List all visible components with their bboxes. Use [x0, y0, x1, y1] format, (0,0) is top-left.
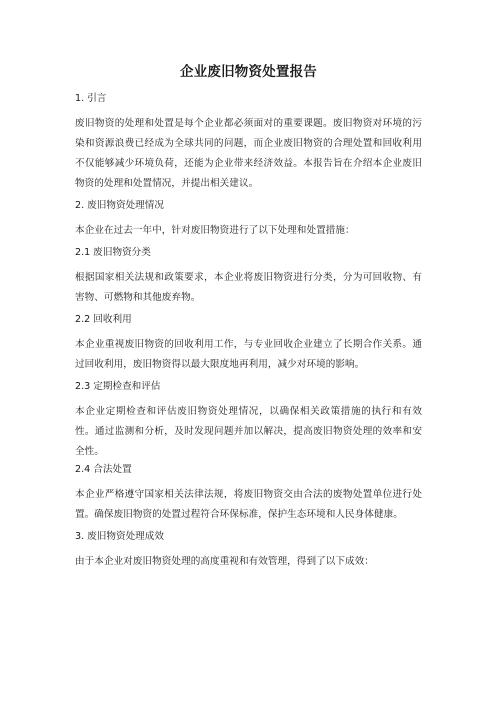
section-body-recycling: 本企业重视废旧物资的回收利用工作，与专业回收企业建立了长期合作关系。通过回收利用，废旧物资得以最大限度地再利用，减少对环境的影响。: [75, 339, 422, 370]
section-heading-legal: 2.4 合法处置: [75, 464, 132, 475]
section-heading-inspection: 2.3 定期检查和评估: [75, 381, 161, 392]
section-heading-recycling: 2.2 回收利用: [75, 314, 132, 325]
section-heading-classification: 2.1 废旧物资分类: [75, 247, 151, 258]
section-body-inspection: 本企业定期检查和评估废旧物资处理情况，以确保相关政策措施的执行和有效性。通过监测和分析，及时发现问题并加以解决，提高废旧物资处理的效率和安全性。: [75, 406, 422, 457]
section-body-intro: 废旧物资的处理和处置是每个企业都必须面对的重要课题。废旧物资对环境的污染和资源浪费已经成为全球共同的问题，而企业废旧物资的合理处置和回收利用不仅能够减少环境负荷，还能为企业带来经济效益。本报告旨在介绍本企业废旧物资的处理和处置情况，并提出相关建议。: [75, 118, 422, 189]
section-body-status: 本企业在过去一年中，针对废旧物资进行了以下处理和处置措施：: [75, 225, 355, 236]
section-body-legal: 本企业严格遵守国家相关法律法规，将废旧物资交由合法的废物处置单位进行处置。确保废旧物资的处置过程符合环保标准，保护生态环境和人民身体健康。: [75, 489, 422, 520]
section-heading-status: 2. 废旧物资处理情况: [75, 200, 164, 211]
section-heading-intro: 1. 引言: [75, 93, 107, 104]
document-title: 企业废旧物资处置报告: [180, 64, 317, 80]
section-body-results: 由于本企业对废旧物资处理的高度重视和有效管理，得到了以下成效：: [75, 556, 374, 567]
section-body-classification: 根据国家相关法规和政策要求，本企业将废旧物资进行分类，分为可回收物、有害物、可燃物和其他废弃物。: [75, 272, 422, 303]
section-heading-results: 3. 废旧物资处理成效: [75, 531, 164, 542]
